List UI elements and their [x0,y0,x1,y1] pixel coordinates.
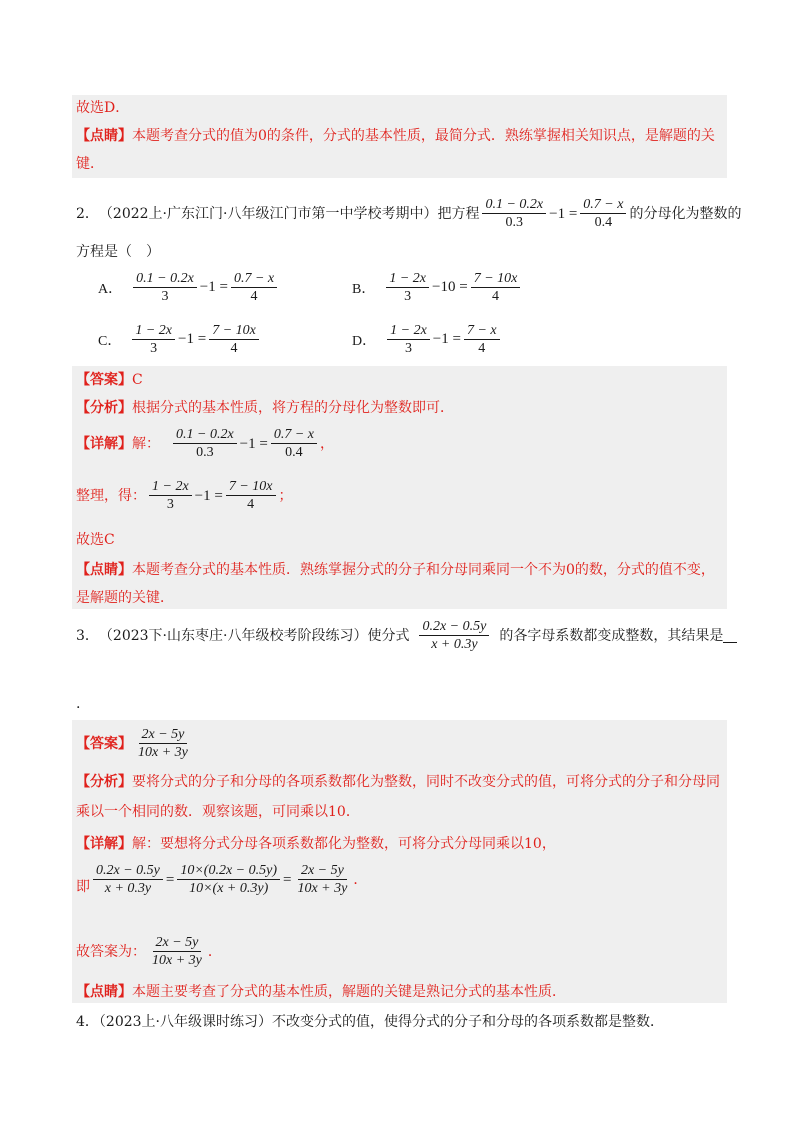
comment-line [76,982,566,1002]
analysis-tag: 【分析】 [76,400,132,416]
fraction: $\frac{0.2x - 0.5y}{x + 0.3y}$ [419,618,489,653]
analysis-line [76,398,454,418]
comment-text: 本题考查分式的基本性质．熟练掌握分式的分子和分母同乘同一个不为0的数，分式的值不变， [132,562,715,578]
detail-line: 【详解】 解： $\frac{0.1 - 0.2x}{0.3}$ −1 = $\frac{0.7 - x}{0.4}$ ， [76,427,335,460]
question-3-stem [76,618,737,653]
detail-line [76,834,556,854]
detail-prefix: 解： [132,435,160,452]
question-text: （2023上·八年级课时练习）不改变分式的值，使得分式的分子和分母的各项系数都是整数． [98,1014,664,1030]
question-tail: 的分母化为整数的 [629,205,742,222]
detail-tag: 【详解】 [76,836,132,852]
comment-tag: 【点睛】 [76,128,132,144]
chain-equation: $\frac{0.2x - 0.5y}{x + 0.3y}$ = $\frac{10\times(0.2x - 0.5y)}{10\times(x + 0.3y)}$ = $\frac{2x - 5y}{10x + 3y}$ [90,862,353,897]
question-2-stem [76,196,741,231]
final-answer-line: 故答案为： $\frac{2x - 5y}{10x + 3y}$ ． [76,935,222,968]
analysis-line [76,772,720,792]
question-2-line-2: 方程是（ ） [76,244,160,260]
question-number: 3． [76,627,99,644]
question-tail: 的各字母系数都变成整数，其结果是 [499,627,724,644]
organize-equation: $\frac{1 - 2x}{3}$ −1 = $\frac{7 - 10x}{4}$ [146,478,279,513]
option-c: C． $\frac{1 - 2x}{3}$ −1 = $\frac{7 - 10x}{4}$ [98,322,262,357]
question-3-dot: . [76,696,81,712]
comment-tag: 【点睛】 [76,984,132,1000]
fraction: $\frac{0.1 - 0.2x}{0.3}$ [482,196,546,231]
answer-line [76,726,194,761]
fraction: $\frac{0.7 - x}{0.4}$ [580,196,626,231]
equation-middle: −1 = [549,205,578,222]
comment-line [76,126,715,146]
answer-fraction: $\frac{2x - 5y}{10x + 3y}$ [138,727,188,760]
comment-text: 本题考查分式的值为0的条件，分式的基本性质，最简分式．熟练掌握相关知识点，是解题的关 [132,128,715,144]
comment-line-2: 是解题的关键． [76,590,174,606]
question-number: 2． [76,205,99,222]
answer-blank [723,628,737,643]
conclusion-text: 故选D． [76,100,130,116]
question-source: （2023下·山东枣庄·八年级校考阶段练习）使分式 [98,627,410,644]
final-fraction: $\frac{2x - 5y}{10x + 3y}$ [152,935,202,968]
detail-equation: $\frac{0.1 - 0.2x}{0.3}$ −1 = $\frac{0.7 - x}{0.4}$ [170,426,320,461]
answer-value: C [132,372,143,388]
final-prefix: 故答案为： [76,943,146,960]
equation-line: 即 $\frac{0.2x - 0.5y}{x + 0.3y}$ = $\frac{10\times(0.2x - 0.5y)}{10\times(x + 0.3y)}$ = $\frac{2x - 5y}{10x + 3y}$ ． [76,863,368,896]
option-a: A． $\frac{0.1 - 0.2x}{3}$ −1 = $\frac{0.7 - x}{4}$ [98,270,280,305]
analysis-text: 要将分式的分子和分母的各项系数都化为整数，同时不改变分式的值，可将分式的分子和分母同 [132,774,720,790]
organize-line: 整理，得： $\frac{1 - 2x}{3}$ −1 = $\frac{7 - 10x}{4}$ ； [76,479,293,512]
answer-tag: 【答案】 [76,372,132,388]
detail-text: 解：要想将分式分母各项系数都化为整数，可将分式分母同乘以10， [132,836,556,852]
question-4-stem [76,1012,664,1032]
option-d: D． $\frac{1 - 2x}{3}$ −1 = $\frac{7 - x}{4}$ [352,322,503,357]
comment-line [76,560,715,580]
organize-prefix: 整理，得： [76,487,146,504]
analysis-tag: 【分析】 [76,774,132,790]
answer-line [76,370,143,390]
detail-tag: 【详解】 [76,435,132,452]
option-b: B． $\frac{1 - 2x}{3}$ −10 = $\frac{7 - 10x}{4}$ [352,270,523,305]
analysis-line-2: 乘以一个相同的数．观察该题，可同乘以10． [76,804,360,820]
comment-line-2: 键． [76,156,104,172]
conclusion-text: 故选C [76,532,115,548]
question-number: 4． [76,1014,99,1030]
comment-text: 本题主要考查了分式的基本性质，解题的关键是熟记分式的基本性质． [132,984,566,1000]
answer-tag: 【答案】 [76,735,132,752]
analysis-text: 根据分式的基本性质，将方程的分母化为整数即可． [132,400,454,416]
comment-tag: 【点睛】 [76,562,132,578]
question-source: （2022上·广东江门·八年级江门市第一中学校考期中）把方程 [98,205,480,222]
ji-prefix: 即 [76,878,90,895]
